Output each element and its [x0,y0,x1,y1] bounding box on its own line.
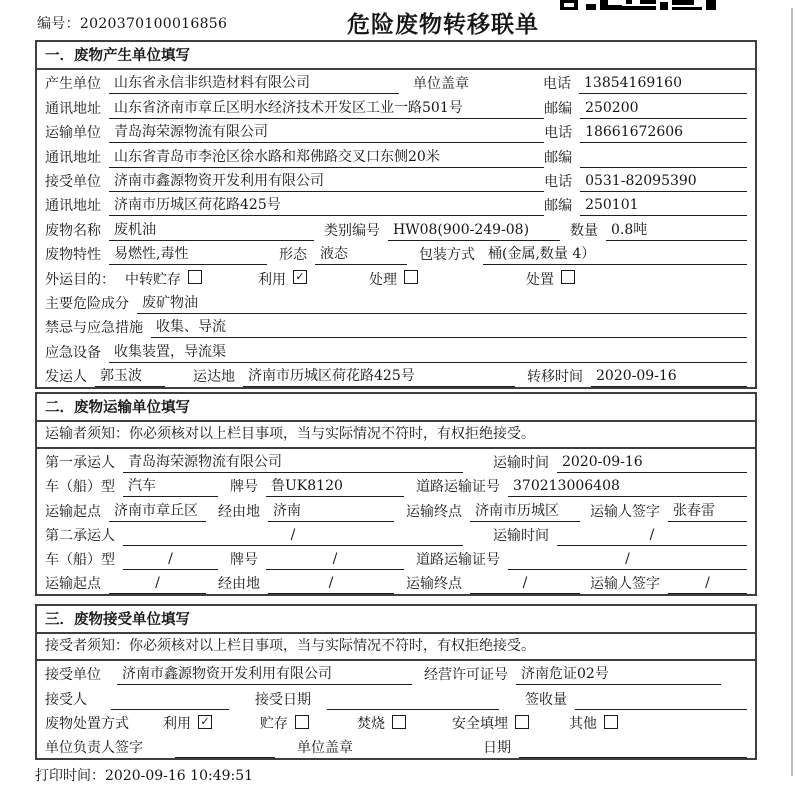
producer-address-label: 通讯地址 [45,100,101,117]
waste-name-label: 废物名称 [45,222,101,239]
section-transporter [35,392,757,596]
origin-label: 运输起点 [45,503,101,520]
qty-value: 0.8吨 [606,220,747,241]
receiver-phone-label: 电话 [544,173,573,190]
transporter-unit-label: 运输单位 [45,125,101,142]
producer-zip-value: 250200 [580,98,747,119]
row-receiver-address [37,192,755,216]
row-emergency-equipment [37,338,755,362]
section-receiver-title: 三．废物接受单位填写 [37,606,755,634]
accept-date-value [327,709,499,710]
row-accept-unit [37,661,755,685]
accept-unit-label: 接受单位 [45,667,101,684]
date-label2: 日期 [483,739,511,756]
first-via-value: 济南 [268,501,394,522]
row-second-vehicle [37,546,755,570]
first-end-value: 济南市历城区 [470,501,580,522]
row-transporter-address [37,143,755,167]
first-carrier-time: 2020-09-16 [557,452,747,473]
packing-value: 桶(金属,数量 4） [483,244,747,265]
waste-name-value: 废机油 [109,220,314,241]
doc-number-value: 2020370100016856 [79,16,228,32]
doc-number [37,13,227,33]
second-origin-value: / [109,573,206,594]
transporter-phone-value: 18661672606 [580,122,747,143]
second-vehicle-type: / [123,549,218,570]
section-producer-title: 一．废物产生单位填写 [37,42,755,70]
row-hazard-component [37,290,755,314]
receiver-notice: 接受者须知：你必须核对以上栏目事项，当与实际情况不符时，有权拒绝接受。 [37,634,755,661]
second-carrier-value: / [123,525,463,546]
consignor-value: 郭玉波 [95,366,165,387]
document-header [35,8,761,36]
row-recipient [37,685,755,709]
row-first-vehicle [37,473,755,497]
plate-label2: 牌号 [230,552,258,569]
row-waste-name [37,216,755,240]
consignor-label: 发运人 [45,369,87,386]
qr-code-icon [560,0,716,11]
receiver-unit-value: 济南市鑫源物资开发利用有限公司 [109,171,544,192]
checkbox-reuse-icon: ✓ [293,270,307,284]
first-carrier-label: 第一承运人 [45,455,115,472]
first-permit-value: 370213006408 [508,476,747,497]
row-second-route [37,570,755,594]
checkbox-disposal-other-icon [604,715,618,729]
row-transfer-purpose [37,265,755,289]
license-label: 经营许可证号 [424,667,508,684]
row-producer-unit [37,70,755,94]
checkbox-disposal-store-icon [295,715,309,729]
date-value2 [519,757,747,758]
page-title: 危险废物转移联单 [347,12,539,38]
waste-character-value: 易燃性,毒性 [109,244,267,265]
accept-date-label: 接受日期 [255,691,311,708]
row-first-route [37,497,755,521]
second-end-value: / [470,573,580,594]
second-carrier-time: / [557,525,747,546]
receiver-address-label: 通讯地址 [45,198,101,215]
purpose-disposal-label: 处置 [526,271,554,288]
section-producer [35,40,757,389]
accept-unit-value: 济南市鑫源物资开发利用有限公司 [117,664,412,685]
transporter-address-label: 通讯地址 [45,149,101,166]
receiver-zip-value: 250101 [580,195,747,216]
transport-time-label: 运输时间 [493,455,549,472]
producer-address-value: 山东省济南市章丘区明水经济技术开发区工业一路501号 [109,98,544,119]
checkbox-disposal-reuse-icon: ✓ [198,715,212,729]
road-permit-label: 道路运输证号 [416,479,500,496]
second-sign-value: / [668,573,747,594]
row-head-signature [37,734,755,758]
producer-unit-label: 产生单位 [45,76,101,93]
receiver-phone-value: 0531-82095390 [580,171,747,192]
section-transporter-title: 二．废物运输单位填写 [37,394,755,422]
signed-qty-value [575,709,747,710]
row-waste-character [37,241,755,265]
disposal-other-label: 其他 [569,715,597,732]
receiver-zip-label: 邮编 [544,198,573,215]
taboo-measures-label: 禁忌与应急措施 [45,320,143,337]
waste-character-label: 废物特性 [45,247,101,264]
carrier-sign-label2: 运输人签字 [590,576,660,593]
transport-time-label2: 运输时间 [493,527,549,544]
second-plate-value: / [266,549,404,570]
row-second-carrier [37,522,755,546]
disposal-reuse-label: 利用 [163,715,191,732]
hazard-component-value: 废矿物油 [137,293,747,314]
transporter-address-value: 山东省青岛市李沧区徐水路和郑佛路交叉口东侧20米 [109,147,544,168]
checkbox-disposal-landfill-icon [515,715,529,729]
row-producer-address [37,94,755,118]
row-consignor [37,363,755,387]
road-permit-label2: 道路运输证号 [416,552,500,569]
recipient-label: 接受人 [45,691,87,708]
qty-label: 数量 [570,222,598,239]
second-via-value: / [268,573,394,594]
head-signature-value [175,757,275,758]
signed-qty-label: 签收量 [525,691,567,708]
transporter-zip-value [580,167,747,168]
transfer-time-label: 转移时间 [527,369,583,386]
page-right-edge [791,8,793,776]
category-label: 类别编号 [324,222,380,239]
carrier-sign-label: 运输人签字 [590,503,660,520]
form-label: 形态 [279,247,307,264]
section-receiver [35,604,757,760]
print-time-label: 打印时间： [35,767,105,784]
producer-unit-value: 山东省永信非织造材料有限公司 [109,73,399,94]
end-label: 运输终点 [406,503,462,520]
transfer-time-value: 2020-09-16 [591,366,747,387]
receiver-unit-label: 接受单位 [45,173,101,190]
transporter-zip-label: 邮编 [544,149,573,166]
purpose-reuse-label: 利用 [258,271,286,288]
second-carrier-label: 第二承运人 [45,527,115,544]
form-value: 液态 [315,244,407,265]
vehicle-type-label2: 车（船）型 [45,552,115,569]
via-label: 经由地 [218,503,260,520]
transporter-unit-value: 青岛海荣源物流有限公司 [109,122,544,143]
taboo-measures-value: 收集、导流 [151,317,747,338]
emergency-equipment-label: 应急设备 [45,344,101,361]
category-value: HW08(900-249-08) [388,220,560,241]
first-origin-value: 济南市章丘区 [109,501,206,522]
license-value: 济南危证02号 [516,664,721,685]
disposal-store-label: 贮存 [260,715,288,732]
receiver-address-value: 济南市历城区荷花路425号 [109,195,544,216]
recipient-value [111,709,229,710]
checkbox-treatment-icon [404,270,418,284]
transporter-phone-label: 电话 [544,125,573,142]
checkbox-storage-icon [188,270,202,284]
producer-phone-value: 13854169160 [579,73,747,94]
purpose-treatment-label: 处理 [369,271,397,288]
unit-seal-label2: 单位盖章 [297,739,353,756]
disposal-landfill-label: 安全填埋 [452,715,508,732]
purpose-storage-label: 中转贮存 [125,271,181,288]
row-disposal-method [37,710,755,734]
disposal-burn-label: 焚烧 [357,715,385,732]
plate-label: 牌号 [230,479,258,496]
producer-phone-label: 电话 [543,76,571,93]
emergency-equipment-value: 收集装置，导流渠 [109,342,747,363]
via-label2: 经由地 [218,576,260,593]
head-signature-label: 单位负责人签字 [45,739,143,756]
destination-label: 运达地 [193,369,235,386]
row-first-carrier [37,449,755,473]
packing-label: 包装方式 [419,247,475,264]
doc-number-label: 编号： [37,16,80,32]
second-permit-value: / [508,549,747,570]
end-label2: 运输终点 [406,576,462,593]
hazard-component-label: 主要危险成分 [45,295,129,312]
row-transporter-unit [37,119,755,143]
origin-label2: 运输起点 [45,576,101,593]
disposal-method-label: 废物处置方式 [45,715,129,732]
checkbox-disposal-icon [561,270,575,284]
transfer-purpose-label: 外运目的： [45,271,115,288]
row-receiver-unit [37,168,755,192]
vehicle-type-label: 车（船）型 [45,479,115,496]
first-vehicle-type: 汽车 [123,476,218,497]
unit-seal-label: 单位盖章 [413,76,469,93]
first-carrier-value: 青岛海荣源物流有限公司 [123,452,463,473]
producer-zip-label: 邮编 [544,100,573,117]
row-taboo-measures [37,314,755,338]
transporter-notice: 运输者须知：你必须核对以上栏目事项，当与实际情况不符时，有权拒绝接受。 [37,422,755,449]
first-sign-value: 张春雷 [668,501,747,522]
destination-value: 济南市历城区荷花路425号 [243,366,515,387]
first-plate-value: 鲁UK8120 [266,476,404,497]
checkbox-disposal-burn-icon [392,715,406,729]
print-time-value: 2020-09-16 10:49:51 [105,767,254,784]
